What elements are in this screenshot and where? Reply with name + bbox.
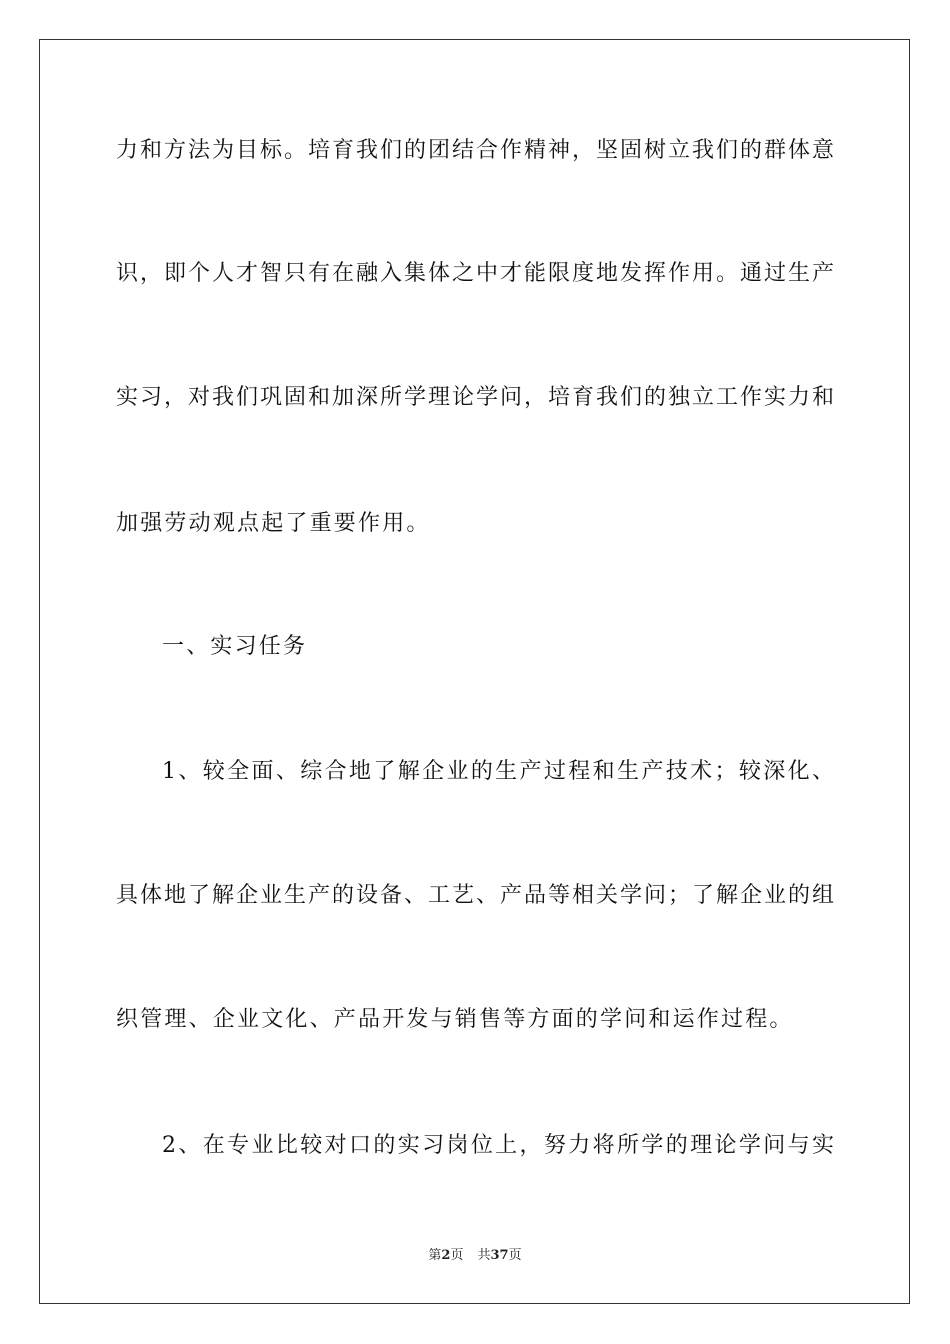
- total-suffix: 页: [508, 1248, 522, 1263]
- page-prefix: 第: [428, 1248, 442, 1263]
- page-border: [39, 39, 910, 1304]
- paragraph-line: 力和方法为目标。培育我们的团结合作精神，坚固树立我们的群体意: [116, 138, 834, 163]
- section-heading: 一、实习任务: [162, 634, 308, 659]
- page-suffix: 页: [450, 1248, 464, 1263]
- paragraph-line: 加强劳动观点起了重要作用。: [116, 511, 431, 536]
- paragraph-line: 识，即个人才智只有在融入集体之中才能限度地发挥作用。通过生产: [116, 261, 834, 286]
- list-item-line: 2、在专业比较对口的实习岗位上，努力将所学的理论学问与实: [162, 1133, 834, 1158]
- list-item-line: 具体地了解企业生产的设备、工艺、产品等相关学问；了解企业的组: [116, 883, 834, 908]
- list-item-line: 织管理、企业文化、产品开发与销售等方面的学问和运作过程。: [116, 1007, 794, 1032]
- total-pages: 37: [490, 1248, 509, 1263]
- list-item-line: 1、较全面、综合地了解企业的生产过程和生产技术；较深化、: [162, 759, 834, 784]
- paragraph-line: 实习，对我们巩固和加深所学理论学问，培育我们的独立工作实力和: [116, 385, 834, 410]
- page-footer: [0, 1247, 950, 1265]
- page-number: 2: [441, 1248, 451, 1263]
- total-prefix: 共: [477, 1248, 491, 1263]
